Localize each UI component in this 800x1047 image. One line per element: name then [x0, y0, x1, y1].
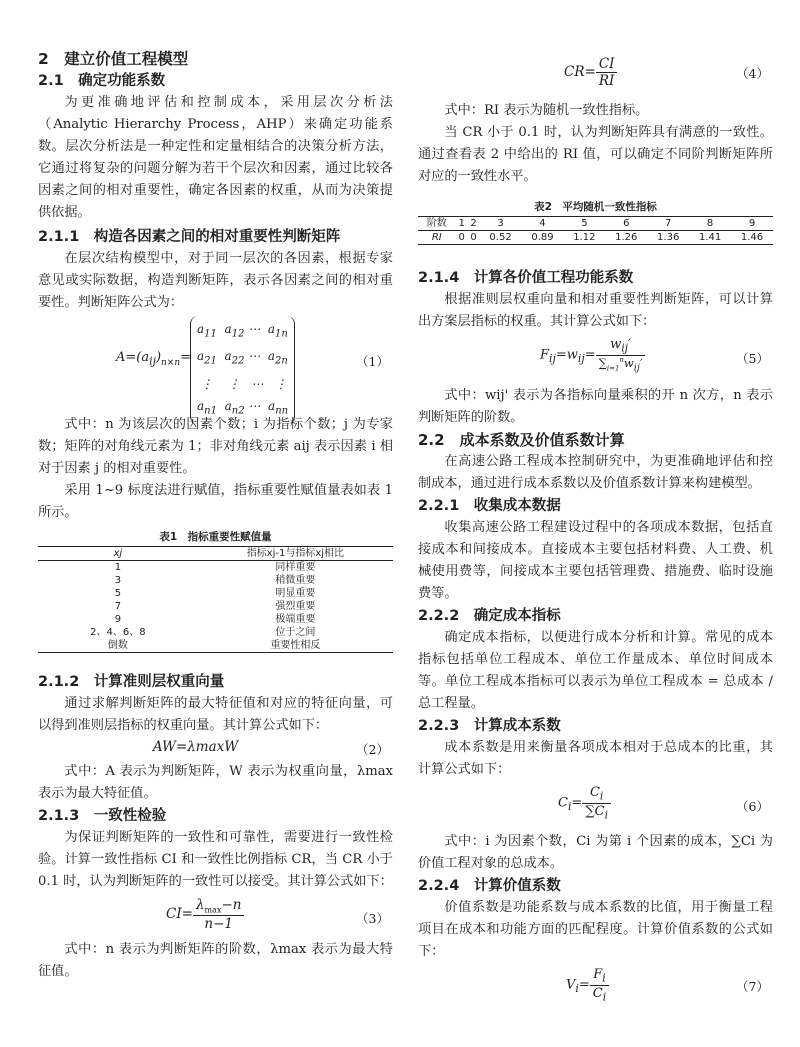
table-2-caption: 表2 平均随机一致性指标: [534, 201, 657, 213]
table-cell: 倒数: [107, 640, 128, 651]
table-cell: 4: [539, 218, 546, 229]
subsubsection-heading: 2.1.3 一致性检验: [38, 808, 167, 824]
paragraph: 确定成本指标，以便进行成本分析和计算。常见的成本指标包括单位工程成本、单位工作量成本、单位时间成本等。单位工程成本指标可以表示为单位工程成本 = 总成本 / 总工程量。: [418, 630, 773, 711]
table-cell: 1: [114, 562, 122, 573]
subsubsection-heading: 2.2.4 计算价值系数: [418, 878, 561, 894]
table-cell: 1.26: [615, 232, 638, 243]
equation-2: [38, 737, 393, 761]
paragraph: 成本系数是用来衡量各项成本相对于总成本的比重，其计算公式如下：: [418, 740, 773, 777]
table-row: [418, 231, 773, 245]
table-header: 指标xj-1与指标xj相比: [246, 548, 345, 559]
table-cell: 3: [497, 218, 504, 229]
table-cell: 0.52: [489, 232, 512, 243]
equation-6: $C_i=$ $\frac{C_i}{\sum C_i}$ （6）: [558, 785, 769, 822]
paragraph: 根据准则层权重向量和相对重要性判断矩阵，可以计算出方案层指标的权重。其计算公式如下：: [418, 292, 773, 329]
table-cell: RI: [431, 232, 442, 243]
equation-7: $V_i=$ $\frac{F_i}{C_i}$ （7）: [566, 967, 769, 1004]
paragraph: 价值系数是功能系数与成本系数的比值，用于衡量工程项目在成本和功能方面的匹配程度。计算价值系数的公式如下：: [418, 900, 773, 959]
equation-4: CR= $\frac{CI}{RI}$ （4）: [564, 56, 769, 89]
table-row: [38, 639, 393, 653]
table-2: [418, 216, 773, 245]
table-cell: 0: [470, 232, 477, 243]
paragraph: 采用 1~9 标度法进行赋值，指标重要性赋值量表如表 1 所示。: [38, 483, 393, 520]
table-cell: 7: [665, 218, 672, 229]
paragraph: 为保证判断矩阵的一致性和可靠性，需要进行一致性检验。计算一致性指标 CI 和一致性比例指标 CR，当 CR 小于 0.1 时，认为判断矩阵的一致性可以接受。其计算公式如下：: [38, 830, 393, 889]
table-row: [38, 613, 393, 626]
right-column: [418, 56, 773, 1009]
equation-number: （6）: [736, 799, 769, 814]
paragraph: 当 CR 小于 0.1 时，认为判断矩阵具有满意的一致性。通过查看表 2 中给出的 RI 值，可以确定不同阶判断矩阵所对应的一致性水平。: [418, 125, 773, 184]
equation-number: （4）: [736, 66, 769, 81]
table-cell: 9: [114, 614, 122, 625]
table-cell: 5: [114, 588, 122, 599]
table-cell: 强烈重要: [275, 601, 316, 612]
table-cell: 阶数: [426, 218, 447, 229]
left-column: [38, 48, 393, 983]
table-cell: 位于之间: [275, 627, 316, 638]
table-cell: 6: [623, 218, 630, 229]
table-cell: 0.89: [531, 232, 554, 243]
table-row: [418, 217, 773, 231]
equation-number: （7）: [736, 979, 769, 994]
table-row: [38, 574, 393, 587]
table-cell: 2: [470, 218, 477, 229]
table-cell: 明显重要: [275, 588, 316, 599]
table-cell: 8: [706, 218, 714, 229]
table-cell: 9: [748, 218, 756, 229]
paragraph: 式中：RI 表示为随机一致性指标。: [444, 103, 649, 118]
paragraph: 式中：wij' 表示为各指标向量乘积的开 n 次方，n 表示判断矩阵的阶数。: [418, 388, 773, 425]
table-cell: 同样重要: [275, 562, 316, 573]
table-cell: 重要性相反: [270, 640, 321, 651]
subsubsection-heading: 2.2.3 计算成本系数: [418, 718, 561, 734]
paragraph: 式中：n 为该层次的因素个数；i 为指标个数；j 为专家数；矩阵的对角线元素为 1；非对角线元素 aij 表示因素 i 相对于因素 j 的相对重要性。: [38, 417, 393, 476]
table-row: [38, 626, 393, 639]
table-cell: 1.36: [657, 232, 680, 243]
table-cell: 3: [114, 575, 122, 586]
equation-number: （2）: [356, 742, 389, 757]
paragraph: 收集高速公路工程建设过程中的各项成本数据，包括直接成本和间接成本。直接成本主要包括材料费、人工费、机械使用费等，间接成本主要包括管理费、措施费、临时设施费等。: [418, 520, 773, 601]
table-cell: 7: [114, 601, 122, 612]
equation-body: AW=λmaxW: [152, 739, 239, 755]
paragraph: 为更准确地评估和控制成本，采用层次分析法（Analytic Hierarchy Process，AHP）来确定功能系数。层次分析法是一种定性和定量相结合的决策分析方法，它通过将复杂的问题分解为若干个层次和因素，通过比较各因素之间的相对重要性，确定各因素的权重，从而为决策提供依据。: [38, 95, 393, 220]
table-cell: 1.12: [573, 232, 596, 243]
table-cell: 5: [581, 218, 588, 229]
table-cell: 2、4、6、8: [90, 627, 146, 638]
paragraph: 在高速公路工程成本控制研究中，为更准确地评估和控制成本，通过进行成本系数以及价值系数计算来构建模型。: [418, 454, 773, 491]
table-cell: 0: [458, 232, 465, 243]
paragraph: 式中：A 表示为判断矩阵，W 表示为权重向量，λmax 表示为最大特征值。: [38, 764, 393, 801]
table-cell: 极端重要: [275, 614, 316, 625]
equation-1: $A=(a_{ij})_{n\times n}=$ $a_{11}$ $a_{12}$ ⋯ $a_{1n}$ $a_{21}$ $a_{22}$ ⋯ $a_{2n}$ ⋮ ⋮ ⋯ ⋮ $a_{n1}$ $a_{n2}$ ⋯ $a_{nn}$ （1）: [38, 314, 393, 414]
equation-number: （3）: [356, 911, 389, 926]
subsubsection-heading: 2.1.2 计算准则层权重向量: [38, 674, 225, 690]
paragraph: 在层次结构模型中，对于同一层次的各因素，根据专家意见或实际数据，构造判断矩阵，表示各因素之间的相对重要性。判断矩阵公式为：: [38, 251, 393, 310]
table-cell: 1.46: [740, 232, 764, 243]
equation-3: CI= $\frac{\lambda_{max}-n}{n-1}$ （3）: [166, 897, 389, 932]
table-row: [38, 561, 393, 575]
subsubsection-heading: 2.2.2 确定成本指标: [418, 608, 561, 624]
subsubsection-heading: 2.2.1 收集成本数据: [418, 498, 561, 514]
table-cell: 稍微重要: [275, 575, 316, 586]
subsection-heading: 2.1 确定功能系数: [38, 73, 166, 89]
table-row: [38, 587, 393, 600]
paragraph: 通过求解判断矩阵的最大特征值和对应的特征向量，可以得到准则层指标的权重向量。其计算公式如下：: [38, 696, 393, 733]
subsection-heading: 2.2 成本系数及价值系数计算: [418, 431, 625, 449]
equation-number: （1）: [356, 354, 389, 369]
subsubsection-heading: 2.1.4 计算各价值工程功能系数: [418, 270, 634, 286]
table-1: [38, 546, 393, 653]
table-cell: 1.41: [698, 232, 722, 243]
table-1-caption: 表1 指标重要性赋值量: [159, 531, 272, 543]
equation-5: $F_{ij}=w_{ij}=$ $\frac{w_{ij}'}{\sum_{i=1}^nw_{ij}'}$ （5）: [540, 337, 769, 373]
section-heading: 2 建立价值工程模型: [38, 50, 189, 68]
subsubsection-heading: 2.1.1 构造各因素之间的相对重要性判断矩阵: [38, 229, 341, 245]
table-row: [38, 600, 393, 613]
equation-number: （5）: [736, 351, 769, 366]
table-cell: 1: [458, 218, 465, 229]
paragraph: 式中：i 为因素个数，Ci 为第 i 个因素的成本，∑Ci 为价值工程对象的总成本。: [418, 834, 773, 871]
paragraph: 式中：n 表示为判断矩阵的阶数，λmax 表示为最大特征值。: [38, 942, 393, 979]
table-header: xj: [113, 548, 123, 559]
